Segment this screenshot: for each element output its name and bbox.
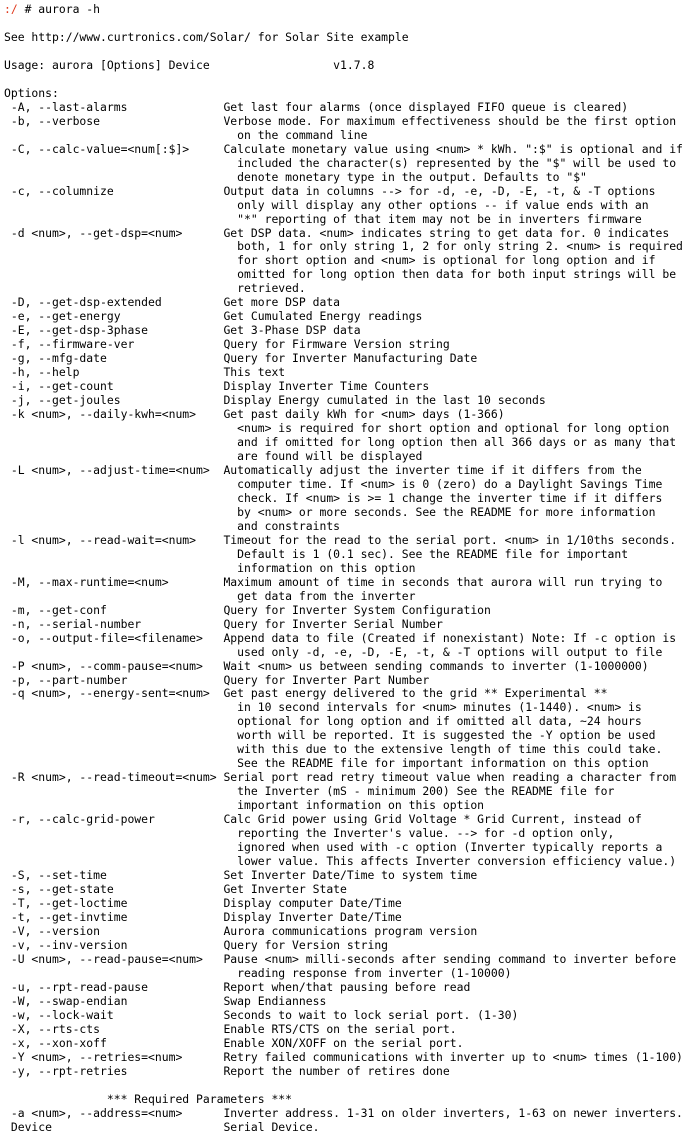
- output-line: -h, --help This text: [4, 365, 286, 380]
- output-line: omitted for long option then data for both input strings will be: [4, 267, 677, 282]
- output-line: both, 1 for only string 1, 2 for only string 2. <num> is required: [4, 239, 683, 254]
- output-line: Default is 1 (0.1 sec). See the README file for important: [4, 546, 629, 561]
- typed-command: aurora -h: [38, 2, 101, 16]
- output-line: -r, --calc-grid-power Calc Grid power using Grid Voltage * Grid Current, instead of: [4, 812, 642, 827]
- output-line: used only -d, -e, -D, -E, -t, & -T options will output to file: [4, 644, 663, 659]
- output-line: only will display any other options -- if value ends with an: [4, 197, 649, 212]
- output-line: for short option and <num> is optional for long option and if: [4, 253, 656, 268]
- output-line: "*" reporting of that item may not be in inverters firmware: [4, 211, 642, 226]
- output-line: Device Serial Device.: [4, 1119, 320, 1134]
- output-line: <num> is required for short option and optional for long option: [4, 421, 670, 436]
- output-line: -g, --mfg-date Query for Inverter Manufacturing Date: [4, 351, 478, 366]
- output-line: lower value. This affects Inverter conversion efficiency value.): [4, 854, 677, 869]
- output-line: -D, --get-dsp-extended Get more DSP data: [4, 295, 341, 310]
- output-line: -a <num>, --address=<num> Inverter address. 1-31 on older inverters, 1-63 on newer inverters.: [4, 1105, 683, 1120]
- output-line: -S, --set-time Set Inverter Date/Time to system time: [4, 868, 478, 883]
- output-line: -C, --calc-value=<num[:$]> Calculate monetary value using <num> * kWh. ":$" is optional and if: [4, 141, 683, 156]
- output-line: reporting the Inverter's value. --> for -d option only,: [4, 826, 615, 841]
- output-line: See the README file for important information on this option: [4, 756, 649, 771]
- output-line: -l <num>, --read-wait=<num> Timeout for the read to the serial port. <num> in 1/10ths seconds.: [4, 532, 677, 547]
- prompt-symbol: #: [17, 2, 39, 16]
- output-line: -w, --lock-wait Seconds to wait to lock serial port. (1-30): [4, 1007, 519, 1022]
- output-line: -L <num>, --adjust-time=<num> Automatically adjust the inverter time if it differs from the: [4, 462, 642, 477]
- output-line: -t, --get-invtime Display Inverter Date/Time: [4, 909, 402, 924]
- output-line: -u, --rpt-read-pause Report when/that pausing before read: [4, 979, 471, 994]
- output-line: *** Required Parameters ***: [4, 1091, 293, 1106]
- output-line: information on this option: [4, 560, 416, 575]
- output-line: with this due to the extensive length of time this could take.: [4, 742, 663, 757]
- output-line: -Y <num>, --retries=<num> Retry failed communications with inverter up to <num> times (1-100): [4, 1049, 683, 1064]
- output-line: [4, 72, 683, 86]
- help-text-block: [4, 16, 683, 1134]
- output-line: -U <num>, --read-pause=<num> Pause <num> milli-seconds after sending command to inverter before: [4, 951, 677, 966]
- output-line: retrieved.: [4, 281, 306, 296]
- output-line: -R <num>, --read-timeout=<num> Serial port read retry timeout value when reading a character from: [4, 770, 677, 785]
- output-line: -W, --swap-endian Swap Endianness: [4, 993, 327, 1008]
- output-line: -j, --get-joules Display Energy cumulated in the last 10 seconds: [4, 393, 546, 408]
- output-line: by <num> or more seconds. See the README for more information: [4, 504, 656, 519]
- output-line: -b, --verbose Verbose mode. For maximum effectiveness should be the first option: [4, 113, 677, 128]
- output-line: -m, --get-conf Query for Inverter System Configuration: [4, 602, 491, 617]
- output-line: are found will be displayed: [4, 449, 423, 463]
- shell-prompt-line: [4, 2, 683, 16]
- output-line: -x, --xon-xoff Enable XON/XOFF on the serial port.: [4, 1035, 464, 1050]
- output-line: [4, 16, 683, 30]
- output-line: -n, --serial-number Query for Inverter Serial Number: [4, 616, 443, 631]
- output-line: Options:: [4, 85, 59, 100]
- output-line: -d <num>, --get-dsp=<num> Get DSP data. <num> indicates string to get data for. 0 indicates: [4, 225, 670, 240]
- output-line: [4, 1078, 683, 1092]
- output-line: ignored when used with -c option (Inverter typically reports a: [4, 840, 663, 855]
- output-line: optional for long option and if omitted all data, ~24 hours: [4, 714, 642, 729]
- output-line: -P <num>, --comm-pause=<num> Wait <num> us between sending commands to inverter (1-1000000): [4, 658, 649, 673]
- output-line: -p, --part-number Query for Inverter Part Number: [4, 672, 430, 687]
- output-line: -A, --last-alarms Get last four alarms (once displayed FIFO queue is cleared): [4, 99, 629, 114]
- output-line: in 10 second intervals for <num> minutes (1-1440). <num> is: [4, 700, 642, 715]
- output-line: included the character(s) represented by the "$" will be used to: [4, 155, 677, 170]
- output-line: -f, --firmware-ver Query for Firmware Version string: [4, 337, 450, 352]
- output-line: [4, 44, 683, 58]
- output-line: the Inverter (mS - minimum 200) See the README file for: [4, 784, 615, 799]
- output-line: get data from the inverter: [4, 588, 416, 603]
- output-line: on the command line: [4, 127, 368, 142]
- output-line: -i, --get-count Display Inverter Time Counters: [4, 379, 430, 394]
- output-line: computer time. If <num> is 0 (zero) do a Daylight Savings Time: [4, 476, 663, 491]
- output-line: reading response from inverter (1-10000): [4, 965, 512, 980]
- output-line: important information on this option: [4, 798, 485, 813]
- terminal-output: [4, 2, 683, 1133]
- output-line: denote monetary type in the output. Defaults to "$": [4, 169, 587, 184]
- output-line: -s, --get-state Get Inverter State: [4, 882, 347, 897]
- output-line: -k <num>, --daily-kwh=<num> Get past daily kWh for <num> days (1-366): [4, 407, 505, 422]
- output-line: -e, --get-energy Get Cumulated Energy readings: [4, 309, 423, 324]
- output-line: -v, --inv-version Query for Version string: [4, 937, 389, 952]
- output-line: -X, --rts-cts Enable RTS/CTS on the serial port.: [4, 1021, 457, 1036]
- output-line: -T, --get-loctime Display computer Date/Time: [4, 896, 402, 910]
- output-line: -V, --version Aurora communications program version: [4, 923, 478, 938]
- output-line: See http://www.curtronics.com/Solar/ for Solar Site example: [4, 29, 409, 44]
- output-line: -q <num>, --energy-sent=<num> Get past energy delivered to the grid ** Experimental **: [4, 686, 608, 701]
- output-line: -M, --max-runtime=<num> Maximum amount of time in seconds that aurora will run trying to: [4, 574, 663, 589]
- output-line: worth will be reported. It is suggested the -Y option be used: [4, 728, 656, 743]
- output-line: and if omitted for long option then all 366 days or as many that: [4, 435, 677, 450]
- output-line: -c, --columnize Output data in columns --> for -d, -e, -D, -E, -t, & -T options: [4, 183, 656, 198]
- output-line: check. If <num> is >= 1 change the inverter time if it differs: [4, 490, 663, 505]
- output-line: Usage: aurora [Options] Device v1.7.8: [4, 57, 375, 72]
- output-line: -o, --output-file=<filename> Append data to file (Created if nonexistant) Note: If -c option is: [4, 630, 677, 645]
- output-line: -E, --get-dsp-3phase Get 3-Phase DSP data: [4, 323, 361, 338]
- output-line: and constraints: [4, 518, 341, 533]
- output-line: -y, --rpt-retries Report the number of retires done: [4, 1063, 450, 1078]
- prompt-path: :/: [4, 2, 18, 16]
